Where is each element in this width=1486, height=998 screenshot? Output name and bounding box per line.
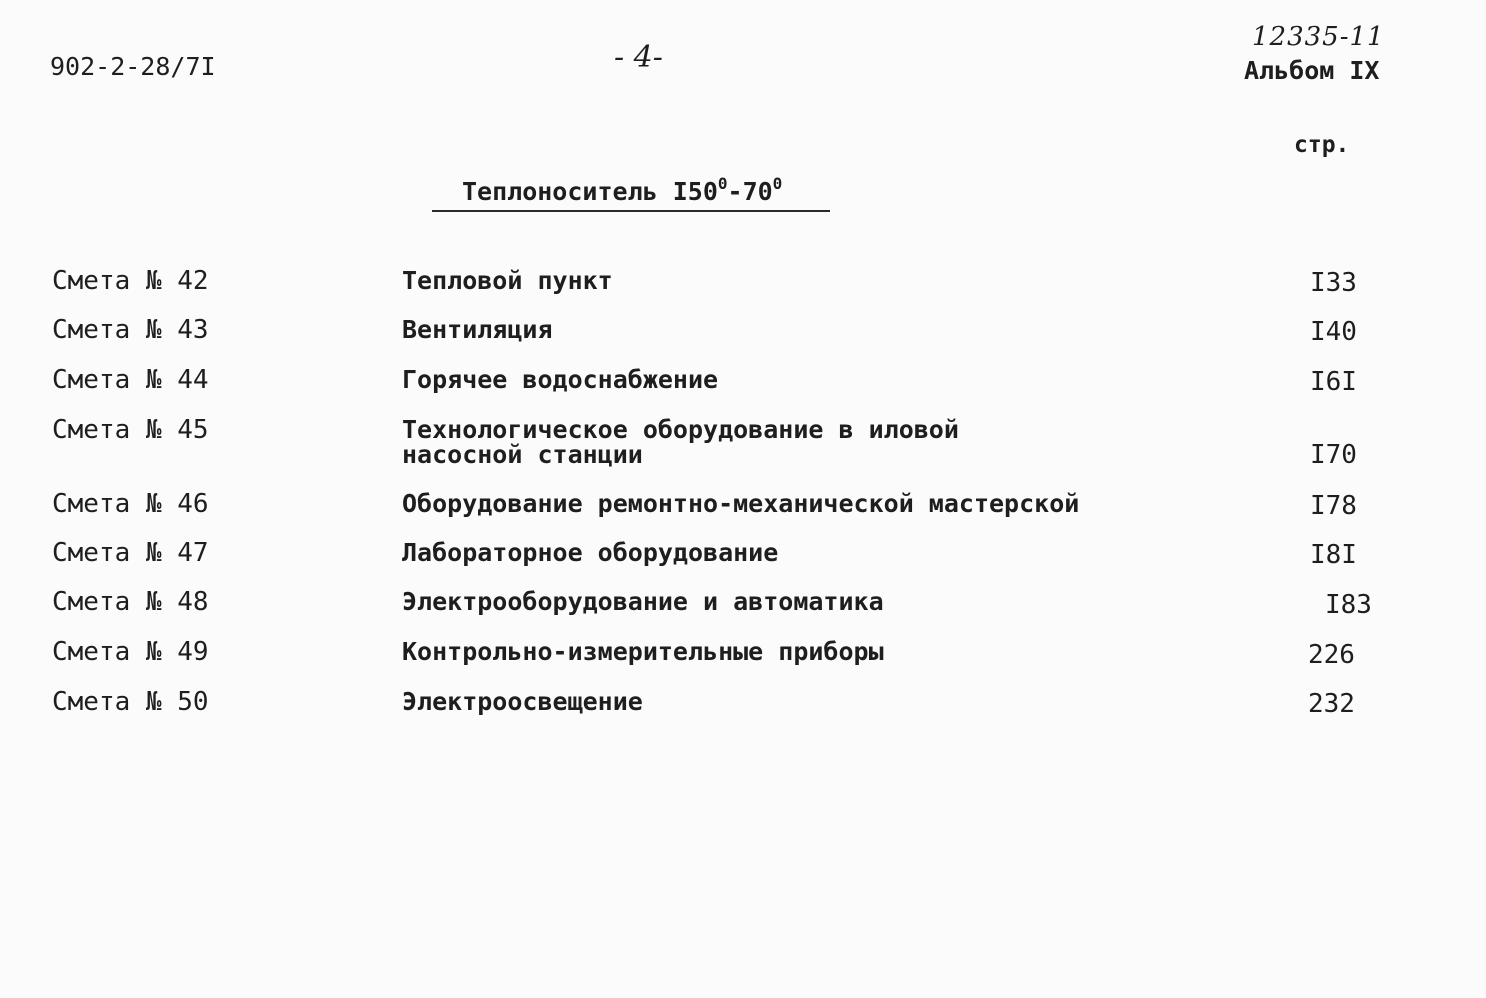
title-underline — [432, 210, 830, 212]
smeta-number: Смета № 44 — [52, 365, 209, 395]
entry-description: Горячее водоснабжение — [402, 365, 719, 394]
entry-description: Электроосвещение — [402, 687, 643, 716]
degree-mark-2: 0 — [772, 174, 783, 193]
smeta-number: Смета № 48 — [52, 587, 209, 617]
entry-page: I78 — [1310, 491, 1357, 521]
smeta-number: Смета № 43 — [52, 315, 209, 345]
entry-page: I83 — [1325, 590, 1372, 620]
entry-description-line2: насосной станции — [402, 440, 643, 469]
page-column-label: стр. — [1294, 132, 1350, 158]
entry-page: I70 — [1310, 440, 1357, 470]
section-title-mid: -70 — [727, 177, 773, 206]
entry-page: I6I — [1310, 367, 1357, 397]
entry-description: Электрооборудование и автоматика — [402, 587, 884, 616]
entry-page: I8I — [1310, 540, 1357, 570]
entry-description: Оборудование ремонтно-механической мастерской — [402, 489, 1080, 518]
entry-page: I33 — [1310, 268, 1357, 298]
smeta-number: Смета № 46 — [52, 489, 209, 519]
document-code: 902-2-28/7I — [50, 52, 216, 81]
album-label: Альбом IX — [1244, 56, 1380, 85]
smeta-number: Смета № 49 — [52, 637, 209, 667]
entry-description: Контрольно-измерительные приборы — [402, 637, 884, 666]
entry-page: 226 — [1308, 640, 1355, 670]
entry-description: Технологическое оборудование в иловой — [402, 415, 959, 444]
smeta-number: Смета № 42 — [52, 266, 209, 296]
degree-mark-1: 0 — [717, 174, 728, 193]
entry-description: Тепловой пункт — [402, 266, 613, 295]
entry-page: 232 — [1308, 689, 1355, 719]
page-number: - 4- — [614, 40, 663, 75]
entry-page: I40 — [1310, 317, 1357, 347]
smeta-number: Смета № 47 — [52, 538, 209, 568]
entry-description: Лабораторное оборудование — [402, 538, 779, 567]
section-title-main: Теплоноситель I50 — [462, 177, 718, 206]
entry-description: Вентиляция — [402, 315, 553, 344]
handwritten-number: 12335-11 — [1252, 22, 1385, 52]
smeta-number: Смета № 50 — [52, 687, 209, 717]
section-title — [462, 174, 782, 206]
smeta-number: Смета № 45 — [52, 415, 209, 445]
